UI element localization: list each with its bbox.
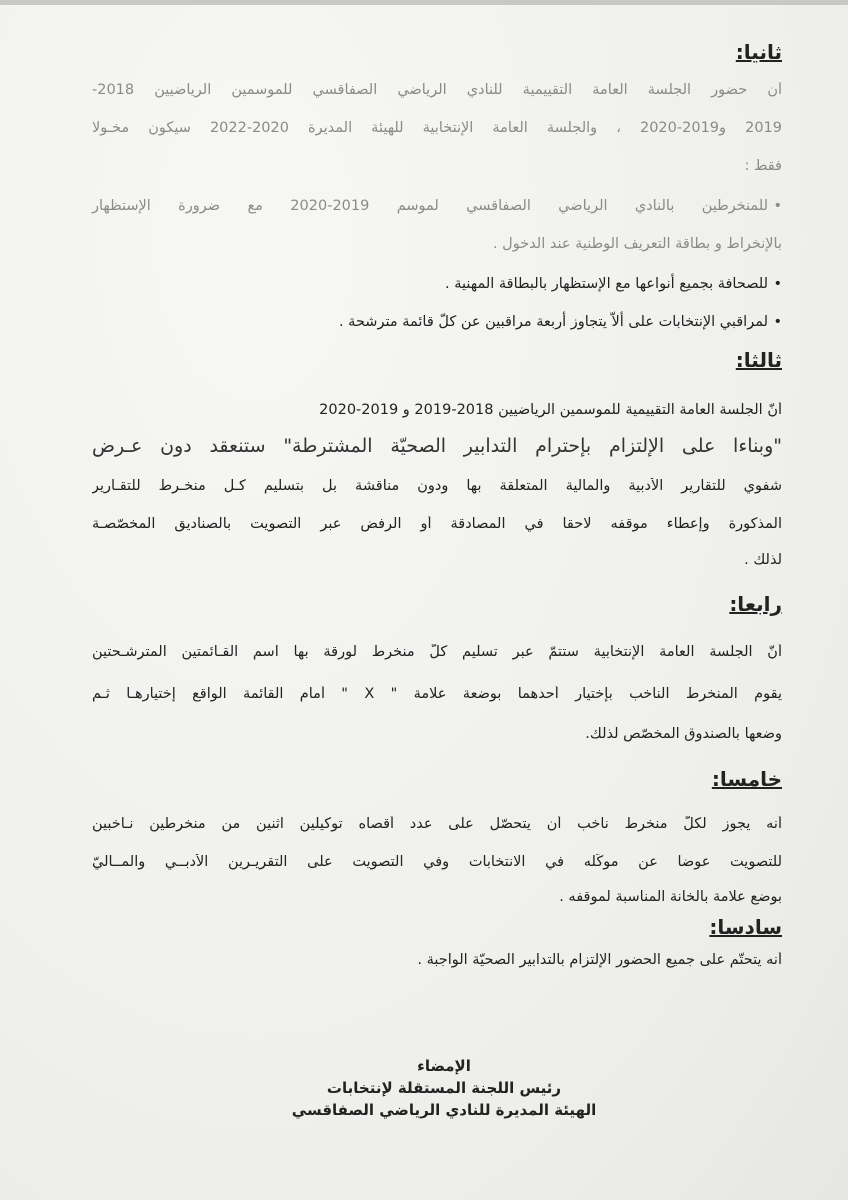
section-3-line-3: شفوي للتقارير الأدبية والمالية المتعلقة بها ودون مناقشة بل بتسليم كـل منخـرط للتقـارير xyxy=(92,478,782,494)
signature-line-2: الهيئة المديرة للنادي الرياضي الصفاقسي xyxy=(291,1101,597,1119)
bullet-continuation: بالإنخراط و بطاقة التعريف الوطنية عند الدخول . xyxy=(492,236,782,252)
bullet-icon: • xyxy=(773,198,782,214)
signature-block xyxy=(0,1055,848,1121)
section-4-line-3: وضعها بالصندوق المخصّص لذلك. xyxy=(585,726,782,742)
section-heading-5: خامسا: xyxy=(711,767,782,791)
section-heading-2: ثانيا: xyxy=(735,40,782,64)
section-heading-3: ثالثا: xyxy=(735,348,782,372)
bullet-item xyxy=(92,314,782,330)
bullet-item xyxy=(92,276,782,292)
section-3-line-1: أنّ الجلسة العامة التقييمية للموسمين الرياضيين 2018-2019 و 2019-2020 xyxy=(319,402,782,418)
section-4-line-2: يقوم المنخرط الناخب بإختيار أحدهما بوضعة علامة " X " أمام القائمة الواقع إختيارهـا ثـم xyxy=(92,686,782,702)
scan-edge xyxy=(0,0,848,5)
section-heading-6: سادسا: xyxy=(709,915,782,939)
signature-label: الإمضاء xyxy=(417,1057,471,1075)
section-2-line-3: فقط : xyxy=(744,158,782,174)
bullet-text: للصحافة بجميع أنواعها مع الإستظهار بالبطاقة المهنية . xyxy=(445,276,768,292)
bullet-icon: • xyxy=(773,314,782,330)
section-6-line-1: أنه يتحتّم على جميع الحضور الإلتزام بالتدابير الصحيّة الواجبة . xyxy=(417,952,782,968)
section-5-line-1: أنه يجوز لكلّ منخرط ناخب أن يتحصّل على عدد أقصاه توكيلين اثنين من منخرطين نـاخبين xyxy=(92,816,782,832)
section-2-line-2: 2019 و2019-2020 ، والجلسة العامة الإنتخابية للهيئة المديرة 2020-2022 سيكون مخـولا xyxy=(92,120,782,136)
section-4-line-1: أنّ الجلسة العامة الإنتخابية ستتمّ عبر تسليم كلّ منخرط لورقة بها اسم القـائمتين المترشـحتين xyxy=(92,644,782,660)
bullet-item xyxy=(92,198,782,214)
section-2-line-1: أن حضور الجلسة العامة التقييمية للنادي الرياضي الصفاقسي للموسمين الرياضيين 2018- xyxy=(92,82,782,98)
section-3-line-5: لذلك . xyxy=(744,552,782,568)
bullet-icon: • xyxy=(773,276,782,292)
signature-line-1: رئيس اللجنة المستقلة لإنتخابات xyxy=(326,1079,562,1097)
section-3-line-2: "وبناءا على الإلتزام بإحترام التدابير الصحيّة المشترطة" ستنعقد دون عـرض xyxy=(92,435,782,457)
section-5-line-3: بوضع علامة بالخانة المناسبة لموقفه . xyxy=(559,889,782,905)
section-5-line-2: للتصويت عوضا عن موكّله في الانتخابات وفي التصويت على التقريـرين الأدبــي والمــاليّ xyxy=(92,854,782,870)
bullet-text: لمراقبي الإنتخابات على ألاّ يتجاوز أربعة مراقبين عن كلّ قائمة مترشحة . xyxy=(338,314,768,330)
bullet-text: للمنخرطين بالنادي الرياضي الصفاقسي لموسم 2019-2020 مع ضرورة الإستظهار xyxy=(92,198,768,214)
section-heading-4: رابعا: xyxy=(729,592,782,616)
section-3-line-4: المذكورة وإعطاء موقفه لاحقا في المصادقة أو الرفض عبر التصويت بالصناديق المخصّصـة xyxy=(92,516,782,532)
